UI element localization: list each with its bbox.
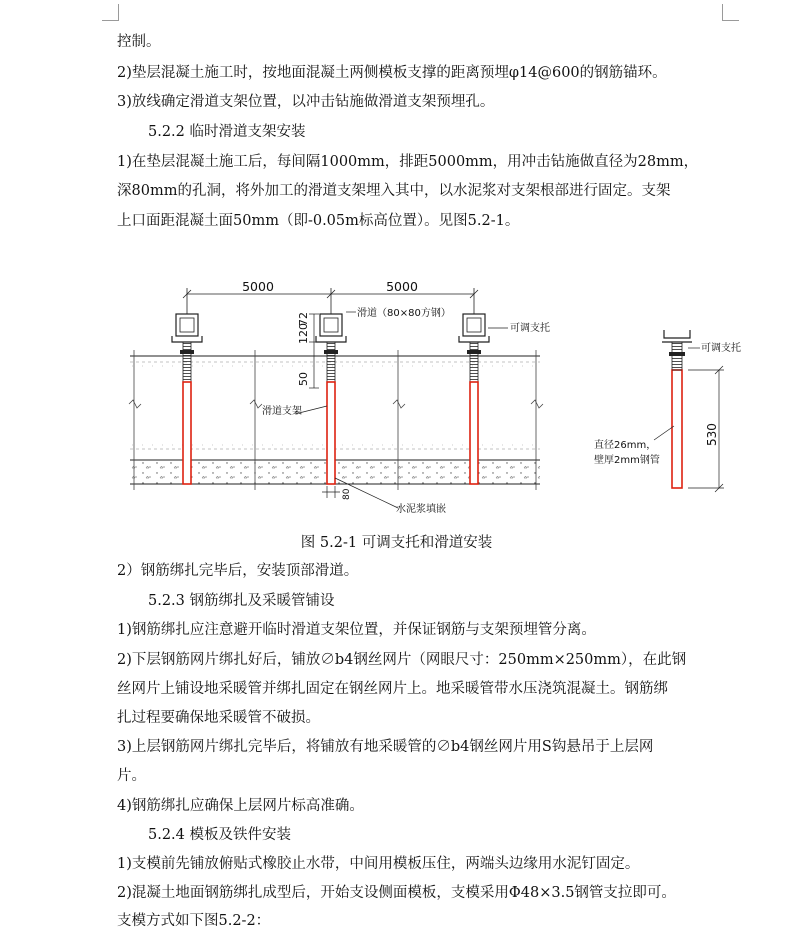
dimension-80 xyxy=(322,486,340,498)
text-line: 2)垫层混凝土施工时，按地面混凝土两侧模板支撑的距离预埋φ14@600的钢筋锚环。 xyxy=(117,65,667,81)
text-line: 丝网片上铺设地采暖管并绑扎固定在钢丝网片上。地采暖管带水压浇筑混凝土。钢筋绑 xyxy=(117,681,668,697)
text-line: 支模方式如下图5.2-2： xyxy=(117,913,271,929)
slide-bracket-2 xyxy=(316,314,346,484)
text-line: 2)下层钢筋网片绑扎好后，铺放∅b4钢丝网片（网眼尺寸：250mm×250mm），在此钢 xyxy=(117,652,687,668)
text-line: 深80mm的孔洞，将外加工的滑道支架埋入其中，以水泥浆对支架根部进行固定。支架 xyxy=(117,183,671,199)
text-line: 上口面距混凝土面50mm（即-0.05m标高位置）。见图5.2-1。 xyxy=(117,213,520,229)
text-line: 4)钢筋绑扎应确保上层网片标高准确。 xyxy=(117,798,364,814)
label-pipe-diameter: 直径26mm， xyxy=(594,440,657,451)
section-heading: 5.2.4 模板及铁件安装 xyxy=(148,827,292,843)
dimension-72: 72 xyxy=(297,312,310,326)
text-line: 3)上层钢筋网片绑扎完毕后，将铺放有地采暖管的∅b4钢丝网片用S钩悬吊于上层网 xyxy=(117,739,654,755)
text-line: 扎过程要确保地采暖管不破损。 xyxy=(117,710,320,726)
dimension-530-text: 530 xyxy=(705,423,719,446)
label-pipe-wall: 壁厚2mm钢管 xyxy=(594,455,660,466)
text-line: 片。 xyxy=(117,768,146,784)
dimension-5000-left: 5000 xyxy=(242,279,274,294)
label-adjustable-support-side: 可调支托 xyxy=(701,343,741,354)
text-line: 1)钢筋绑扎应注意避开临时滑道支架位置，并保证钢筋与支架预埋管分离。 xyxy=(117,622,596,638)
text-line: 2)混凝土地面钢筋绑扎成型后，开始支设侧面模板，支模采用Φ48×3.5钢管支拉即可。 xyxy=(117,885,676,901)
figure-caption: 图 5.2-1 可调支托和滑道安装 xyxy=(300,535,493,551)
text-line: 1)在垫层混凝土施工后，每间隔1000mm，排距5000mm，用冲击钻施做直径为28mm， xyxy=(117,154,699,170)
dimension-5000-right: 5000 xyxy=(386,279,418,294)
text-line: 3)放线确定滑道支架位置，以冲击钻施做滑道支架预埋孔。 xyxy=(117,94,495,110)
section-heading: 5.2.3 钢筋绑扎及采暖管铺设 xyxy=(148,593,335,609)
text-line: 控制。 xyxy=(117,34,161,50)
label-slide: 滑道（80×80方钢） xyxy=(357,308,451,319)
dimension-120: 120 xyxy=(297,323,310,344)
slide-bracket-1 xyxy=(172,314,202,484)
dimension-50: 50 xyxy=(297,372,310,386)
text-line: 1)支模前先铺放俯贴式橡胶止水带，中间用模板压住，两端头边缘用水泥钉固定。 xyxy=(117,856,640,872)
side-detail-bracket xyxy=(662,330,692,488)
label-grout: 水泥浆填嵌 xyxy=(396,504,446,515)
slide-bracket-3 xyxy=(459,314,489,484)
label-adjustable-support: 可调支托 xyxy=(510,323,550,334)
dimension-80-text: 80 xyxy=(342,488,352,500)
text-line: 2）钢筋绑扎完毕后，安装顶部滑道。 xyxy=(117,563,359,579)
section-heading: 5.2.2 临时滑道支架安装 xyxy=(148,124,306,140)
label-slide-bracket: 滑道支架 xyxy=(262,406,302,417)
dimension-vertical-middle xyxy=(309,314,319,388)
